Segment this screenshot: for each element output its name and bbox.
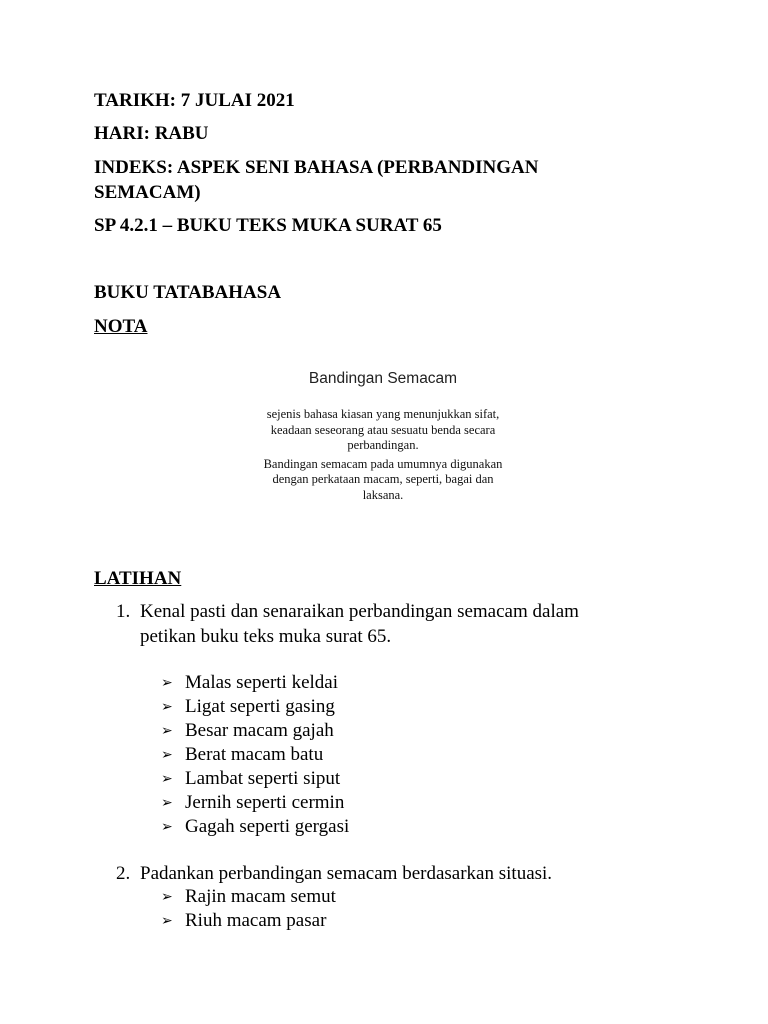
list-item: ➢ Riuh macam pasar xyxy=(161,910,327,931)
note-paragraph-1: sejenis bahasa kiasan yang menunjukkan sifat, keadaan seseorang atau sesuatu benda secara perbandingan. xyxy=(266,407,500,452)
note-image xyxy=(248,356,518,516)
arrow-bullet-icon: ➢ xyxy=(161,819,173,835)
list-item: ➢ Malas seperti keldai xyxy=(161,672,339,693)
index-line-2: SEMACAM) xyxy=(94,182,201,203)
answer-list-2 xyxy=(161,885,336,933)
day-line: HARI: RABU xyxy=(94,123,209,144)
book-heading: BUKU TATABAHASA xyxy=(94,282,282,303)
list-item: ➢ Rajin macam semut xyxy=(161,886,336,907)
arrow-bullet-icon: ➢ xyxy=(161,699,173,715)
question-number: 2. xyxy=(116,863,131,884)
date-line: TARIKH: 7 JULAI 2021 xyxy=(94,90,295,111)
question-1 xyxy=(116,599,636,649)
list-item: ➢ Besar macam gajah xyxy=(161,720,334,741)
sp-line: SP 4.2.1 – BUKU TEKS MUKA SURAT 65 xyxy=(94,215,442,236)
index-line-1: INDEKS: ASPEK SENI BAHASA (PERBANDINGAN xyxy=(94,157,539,178)
arrow-bullet-icon: ➢ xyxy=(161,675,173,691)
list-item: ➢ Lambat seperti siput xyxy=(161,768,341,789)
arrow-bullet-icon: ➢ xyxy=(161,913,173,929)
arrow-bullet-icon: ➢ xyxy=(161,795,173,811)
arrow-bullet-icon: ➢ xyxy=(161,889,173,905)
arrow-bullet-icon: ➢ xyxy=(161,723,173,739)
latihan-heading: LATIHAN xyxy=(94,568,182,589)
arrow-bullet-icon: ➢ xyxy=(161,747,173,763)
question-text: Kenal pasti dan senaraikan perbandingan semacam dalam petikan buku teks muka surat 65. xyxy=(140,601,579,647)
answer-list-1 xyxy=(161,671,349,839)
note-title: Bandingan Semacam xyxy=(308,370,458,387)
nota-heading: NOTA xyxy=(94,316,148,337)
arrow-bullet-icon: ➢ xyxy=(161,771,173,787)
note-paragraph-2: Bandingan semacam pada umumnya digunakan dengan perkataan macam, seperti, bagai dan laksana. xyxy=(263,456,503,502)
list-item: ➢ Gagah seperti gergasi xyxy=(161,816,350,837)
question-number: 1. xyxy=(116,601,131,622)
list-item: ➢ Ligat seperti gasing xyxy=(161,696,335,717)
question-text: Padankan perbandingan semacam berdasarkan situasi. xyxy=(140,863,553,884)
question-2 xyxy=(116,861,636,886)
list-item: ➢ Berat macam batu xyxy=(161,744,324,765)
list-item: ➢ Jernih seperti cermin xyxy=(161,792,345,813)
